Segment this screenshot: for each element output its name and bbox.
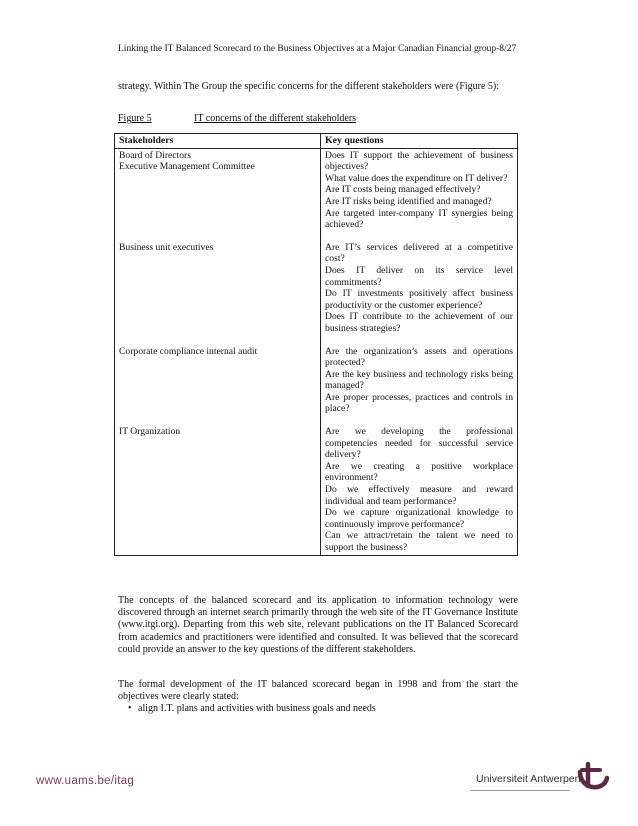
key-question: Does IT contribute to the achievement of our business strategies? — [325, 311, 513, 334]
university-name: Universiteit Antwerpen — [476, 773, 581, 785]
key-question: Does IT support the achievement of business objectives? — [325, 149, 513, 173]
table-row — [115, 241, 518, 345]
key-question: Are we developing the professional competencies needed for successful service delivery? — [325, 426, 513, 461]
questions-cell — [321, 345, 518, 426]
key-question: Can we attract/retain the talent we need to support the business? — [325, 530, 513, 553]
stakeholder-cell — [115, 241, 321, 345]
stakeholder-name: Board of Directors — [119, 149, 191, 161]
key-question: Are we creating a positive workplace environment? — [325, 460, 513, 484]
table-row — [115, 425, 518, 555]
stakeholder-cell — [115, 425, 321, 555]
table-row — [115, 148, 518, 241]
footer-divider — [470, 790, 570, 791]
key-question: Are IT risks being identified and managed? — [325, 195, 492, 207]
key-question: Are targeted inter-company IT synergies being achieved? — [325, 207, 513, 231]
bullet-item — [128, 703, 518, 715]
stakeholder-name: IT Organization — [119, 426, 181, 438]
table-row — [115, 345, 518, 426]
stakeholder-name: Corporate compliance internal audit — [119, 345, 258, 357]
key-question: Do IT investments positively affect business productivity or the customer experience? — [325, 288, 513, 311]
stakeholder-name: Executive Management Committee — [119, 161, 255, 173]
figure-number: Figure 5 — [118, 113, 152, 124]
body-paragraph: The formal development of the IT balanced scorecard began in 1998 and from the start the objectives were clearly stated: — [118, 679, 518, 703]
body-paragraph: The concepts of the balanced scorecard and its application to information technology were discovered through an internet search primarily through the web site of the IT Governance Institute (www.itgi.org). Departing from this web site, relevant publications on the IT Balanced Scorecard from academics and practitioners were identified and consulted. It was believed that the scorecard could provide an answer to the key questions of the different stakeholders. — [118, 595, 518, 655]
key-question: Are the key business and technology risks being managed? — [325, 368, 513, 392]
key-question: Does IT deliver on its service level commitments? — [325, 264, 513, 288]
column-header-stakeholders: Stakeholders — [115, 134, 321, 149]
key-question: Are proper processes, practices and controls in place? — [325, 391, 513, 415]
stakeholder-name: Business unit executives — [119, 241, 214, 253]
intro-paragraph: strategy. Within The Group the specific concerns for the different stakeholders were (Figure 5): — [118, 81, 500, 92]
stakeholders-table — [114, 133, 518, 556]
figure-caption — [118, 113, 518, 125]
stakeholder-cell — [115, 148, 321, 241]
questions-cell — [321, 425, 518, 555]
key-question: Are IT’s services delivered at a competitive cost? — [325, 241, 513, 265]
footer-url-link[interactable]: www.uams.be/itag — [36, 775, 135, 787]
bullet-text: align I.T. plans and activities with business goals and needs — [138, 703, 376, 714]
table-header-row — [115, 134, 518, 149]
running-header: Linking the IT Balanced Scorecard to the Business Objectives at a Major Canadian Financial group-8/27 — [118, 44, 517, 54]
bullet-icon: • — [128, 703, 132, 714]
figure-title: IT concerns of the different stakeholders — [194, 113, 357, 124]
key-question: Are the organization’s assets and operations protected? — [325, 345, 513, 369]
key-question: Do we capture organizational knowledge to continuously improve performance? — [325, 507, 513, 530]
key-question: What value does the expenditure on IT deliver? — [325, 172, 508, 184]
column-header-key-questions: Key questions — [321, 134, 518, 149]
key-question: Are IT costs being managed effectively? — [325, 184, 481, 196]
key-question: Do we effectively measure and reward individual and team performance? — [325, 484, 513, 507]
questions-cell — [321, 148, 518, 241]
university-logo-icon — [574, 760, 614, 800]
stakeholder-cell — [115, 345, 321, 426]
questions-cell — [321, 241, 518, 345]
